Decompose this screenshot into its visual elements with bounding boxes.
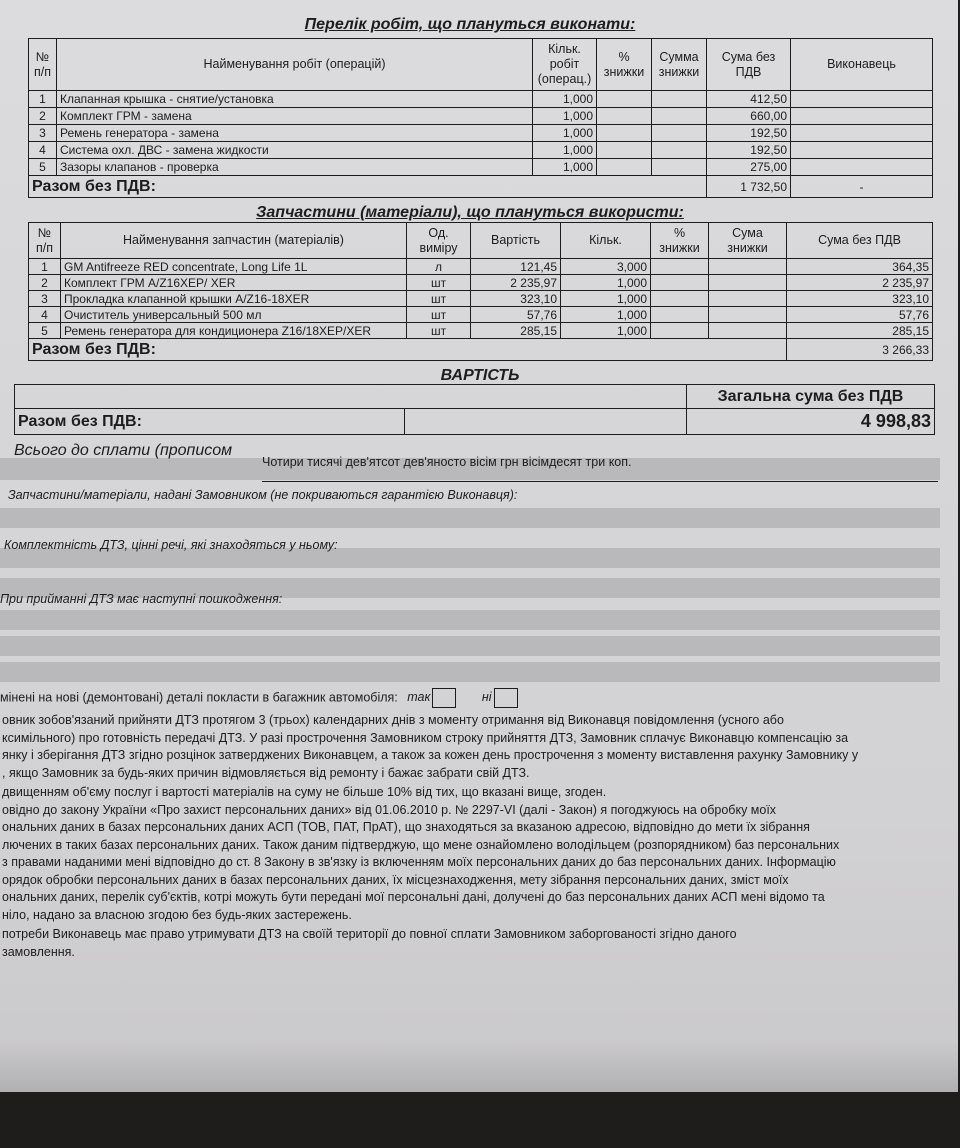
- works-row-no: 5: [29, 159, 57, 176]
- parts-total-label: Разом без ПДВ:: [29, 339, 787, 361]
- replaced-no-checkbox[interactable]: [494, 688, 518, 708]
- works-row-no: 2: [29, 108, 57, 125]
- works-row-disc-pct: [597, 142, 652, 159]
- works-row-qty: 1,000: [533, 125, 597, 142]
- parts-row-sum: 323,10: [787, 291, 933, 307]
- parts-row-no: 3: [29, 291, 61, 307]
- parts-row-disc-sum: [709, 323, 787, 339]
- works-total-performer: -: [791, 176, 933, 198]
- works-row-disc-sum: [652, 91, 707, 108]
- parts-row-price: 323,10: [471, 291, 561, 307]
- legal-text: [2, 712, 957, 961]
- legal-line: потреби Виконавець має право утримувати ДТЗ на своїй території до повної сплати Замовником заборгованості згідно даного: [2, 927, 737, 941]
- parts-total-value: 3 266,33: [787, 339, 933, 361]
- legal-line: ніло, надано за власною згодою без будь-яких застережень.: [2, 907, 352, 922]
- parts-col-price: Вартість: [471, 223, 561, 259]
- cost-section-title: ВАРТІСТЬ: [440, 367, 520, 384]
- parts-total-row: [29, 339, 933, 361]
- parts-row-price: 57,76: [471, 307, 561, 323]
- customer-parts-label: Запчастини/матеріали, надані Замовником (не покриваються гарантією Виконавця):: [8, 488, 518, 502]
- works-row-qty: 1,000: [533, 159, 597, 176]
- works-total-label: Разом без ПДВ:: [29, 176, 707, 198]
- parts-row-disc-sum: [709, 275, 787, 291]
- parts-row-disc-pct: [651, 259, 709, 275]
- parts-row-qty: 1,000: [561, 275, 651, 291]
- parts-col-disc-pct: % знижки: [651, 223, 709, 259]
- works-row-disc-sum: [652, 125, 707, 142]
- parts-row-disc-sum: [709, 307, 787, 323]
- parts-table-row: [29, 291, 933, 307]
- works-table-row: [29, 91, 933, 108]
- parts-row-no: 1: [29, 259, 61, 275]
- parts-row-disc-pct: [651, 307, 709, 323]
- words-value: Чотири тисячі дев'ятсот дев'яносто вісім грн вісімдесят три коп.: [262, 455, 632, 469]
- parts-row-name: Прокладка клапанной крышки A/Z16-18XER: [61, 291, 407, 307]
- works-table-row: [29, 108, 933, 125]
- works-table: [28, 38, 933, 198]
- works-row-performer: [791, 125, 933, 142]
- parts-col-unit: Од. виміру: [407, 223, 471, 259]
- parts-row-disc-pct: [651, 275, 709, 291]
- parts-row-price: 2 235,97: [471, 275, 561, 291]
- works-row-performer: [791, 91, 933, 108]
- works-row-qty: 1,000: [533, 142, 597, 159]
- works-row-sum: 192,50: [707, 125, 791, 142]
- works-row-disc-pct: [597, 108, 652, 125]
- works-table-row: [29, 142, 933, 159]
- legal-line: з правами наданими мені відповідно до ст. 8 Закону в зв'язку із включенням моїх персональних даних до баз персональних даних. Інформацію: [2, 855, 836, 869]
- works-row-performer: [791, 159, 933, 176]
- parts-row-qty: 1,000: [561, 323, 651, 339]
- parts-row-qty: 1,000: [561, 291, 651, 307]
- grand-total-value: 4 998,83: [687, 409, 935, 435]
- cost-middle-cell: [405, 409, 687, 435]
- parts-section-title: Запчастини (матеріали), що плануться використи:: [256, 204, 684, 221]
- paper-shadow: [0, 1040, 958, 1092]
- works-col-disc-sum: Сумма знижки: [652, 39, 707, 91]
- works-row-disc-pct: [597, 159, 652, 176]
- words-underline: [262, 481, 938, 482]
- parts-row-sum: 285,15: [787, 323, 933, 339]
- cost-empty-cell: [15, 385, 687, 409]
- parts-table-row: [29, 323, 933, 339]
- works-col-sum: Сума без ПДВ: [707, 39, 791, 91]
- words-label: Всього до сплати (прописом: [14, 442, 233, 459]
- parts-row-price: 121,45: [471, 259, 561, 275]
- works-row-disc-pct: [597, 91, 652, 108]
- works-row-name: Ремень генератора - замена: [57, 125, 533, 142]
- replaced-yes-checkbox[interactable]: [432, 688, 456, 708]
- works-row-disc-sum: [652, 159, 707, 176]
- works-row-no: 1: [29, 91, 57, 108]
- damage-label: При прийманні ДТЗ має наступні пошкодження:: [0, 592, 283, 606]
- parts-row-disc-sum: [709, 291, 787, 307]
- parts-row-sum: 57,76: [787, 307, 933, 323]
- damage-band-3: [0, 662, 940, 682]
- parts-row-sum: 364,35: [787, 259, 933, 275]
- works-row-name: Система охл. ДВС - замена жидкости: [57, 142, 533, 159]
- works-row-performer: [791, 108, 933, 125]
- legal-line: , якщо Замовник за будь-яких причин відмовляється від ремонту і бажає забрати свій ДТЗ.: [2, 765, 530, 780]
- legal-line: ксимільного) про готовність передачі ДТЗ. У разі прострочення Замовником строку прийняття ДТЗ, Замовник сплачує Виконавцю компенсацію за: [2, 730, 849, 745]
- legal-line: ональних даних, перелік суб'єктів, котрі можуть бути передані мої персональні дані, долучені до баз персональних даних АСП мені відомо та: [2, 890, 825, 904]
- parts-row-unit: л: [407, 259, 471, 275]
- legal-line: лючених в таких базах персональних даних. Також даним підтверджую, що мене ознайомлено володільцем (розпорядником) баз персональних: [2, 837, 840, 852]
- cost-total-label: Разом без ПДВ:: [15, 409, 405, 435]
- parts-col-name: Найменування запчастин (матеріалів): [61, 223, 407, 259]
- legal-line: орядок обробки персональних даних в базах персональних даних, їх місцезнаходження, мету зібрання персональних даних, зміст моїх: [2, 872, 789, 887]
- replaced-yes-label: так: [407, 690, 431, 705]
- parts-table-row: [29, 259, 933, 275]
- parts-row-name: Ремень генератора для кондиционера Z16/18XEP/XER: [61, 323, 407, 339]
- works-row-sum: 412,50: [707, 91, 791, 108]
- parts-row-name: GM Antifreeze RED concentrate, Long Life 1L: [61, 259, 407, 275]
- works-row-sum: 275,00: [707, 159, 791, 176]
- parts-row-no: 2: [29, 275, 61, 291]
- parts-row-disc-pct: [651, 291, 709, 307]
- parts-row-unit: шт: [407, 307, 471, 323]
- replaced-no-label: ні: [481, 690, 492, 705]
- parts-row-no: 4: [29, 307, 61, 323]
- legal-line: янку і зберігання ДТЗ згідно розцінок затверджених Виконавцем, а також за кожен день прострочення з моменту виставлення рахунку Замовнику у: [2, 748, 859, 762]
- works-col-disc-pct: % знижки: [597, 39, 652, 91]
- replaced-parts-line: [0, 688, 518, 708]
- works-total-value: 1 732,50: [707, 176, 791, 198]
- parts-table-row: [29, 275, 933, 291]
- works-row-disc-sum: [652, 108, 707, 125]
- parts-table: [28, 222, 933, 361]
- works-row-qty: 1,000: [533, 108, 597, 125]
- parts-col-disc-sum: Сума знижки: [709, 223, 787, 259]
- parts-row-unit: шт: [407, 275, 471, 291]
- parts-row-unit: шт: [407, 291, 471, 307]
- parts-row-name: Очиститель универсальный 500 мл: [61, 307, 407, 323]
- works-row-qty: 1,000: [533, 91, 597, 108]
- works-row-no: 4: [29, 142, 57, 159]
- parts-row-qty: 1,000: [561, 307, 651, 323]
- damage-band-2: [0, 636, 940, 656]
- grand-total-header: Загальна сума без ПДВ: [687, 385, 935, 409]
- works-table-row: [29, 159, 933, 176]
- works-row-sum: 660,00: [707, 108, 791, 125]
- works-col-no: № п/п: [29, 39, 57, 91]
- parts-row-name: Комплект ГРМ A/Z16XEP/ XER: [61, 275, 407, 291]
- parts-header-row: [29, 223, 933, 259]
- works-row-no: 3: [29, 125, 57, 142]
- parts-row-sum: 2 235,97: [787, 275, 933, 291]
- works-row-sum: 192,50: [707, 142, 791, 159]
- works-header-row: [29, 39, 933, 91]
- parts-row-unit: шт: [407, 323, 471, 339]
- works-row-performer: [791, 142, 933, 159]
- parts-row-no: 5: [29, 323, 61, 339]
- customer-parts-band-1: [0, 508, 940, 528]
- parts-col-sum: Сума без ПДВ: [787, 223, 933, 259]
- legal-line: двищенням об'єму послуг і вартості матеріалів на суму не більше 10% від тих, що вказані вище, згоден.: [2, 785, 607, 799]
- parts-table-row: [29, 307, 933, 323]
- works-col-qty: Кільк. робіт (операц.): [533, 39, 597, 91]
- parts-col-no: № п/п: [29, 223, 61, 259]
- works-total-row: [29, 176, 933, 198]
- legal-line: замовлення.: [2, 944, 75, 959]
- works-row-name: Зазоры клапанов - проверка: [57, 159, 533, 176]
- works-col-performer: Виконавець: [791, 39, 933, 91]
- damage-band-1: [0, 610, 940, 630]
- parts-row-disc-sum: [709, 259, 787, 275]
- parts-row-price: 285,15: [471, 323, 561, 339]
- parts-row-qty: 3,000: [561, 259, 651, 275]
- works-table-row: [29, 125, 933, 142]
- works-row-disc-sum: [652, 142, 707, 159]
- works-row-disc-pct: [597, 125, 652, 142]
- legal-line: ональних даних в базах персональних даних АСП (ТОВ, ПАТ, ПрАТ), що знаходяться за вказаною адресою, відповідно до мети їх зібрання: [2, 820, 810, 834]
- cost-table: [14, 384, 935, 435]
- completeness-label: Комплектність ДТЗ, цінні речі, які знаходяться у ньому:: [4, 538, 338, 552]
- works-col-name: Найменування робіт (операцій): [57, 39, 533, 91]
- works-row-name: Клапанная крышка - снятие/установка: [57, 91, 533, 108]
- parts-col-qty: Кільк.: [561, 223, 651, 259]
- works-section-title: Перелік робіт, що плануться виконати:: [304, 16, 636, 33]
- works-row-name: Комплект ГРМ - замена: [57, 108, 533, 125]
- legal-line: овник зобов'язаний прийняти ДТЗ протягом 3 (трьох) календарних днів з моменту отримання від Виконавця повідомлення (усного або: [2, 713, 784, 727]
- parts-row-disc-pct: [651, 323, 709, 339]
- replaced-parts-text: мінені на нові (демонтовані) деталі покласти в багажник автомобіля:: [0, 690, 398, 705]
- legal-line: овідно до закону України «Про захист персональних даних» від 01.06.2010 р. № 2297-VI (далі - Закон) я погоджуюсь на обробку моїх: [2, 802, 777, 817]
